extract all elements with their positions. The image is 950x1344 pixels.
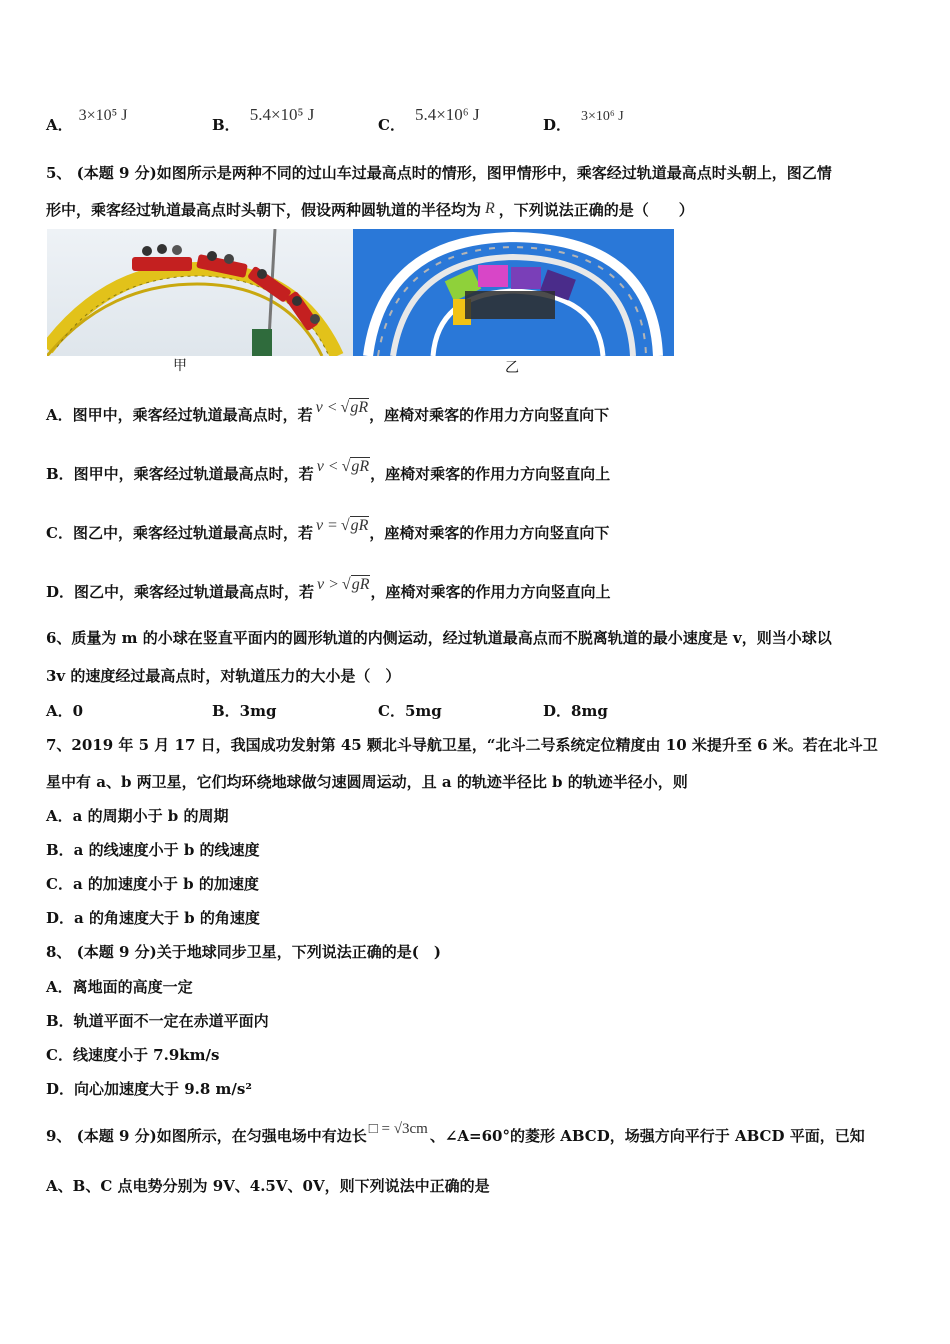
q8-stem: 8、 (本题 9 分)关于地球同步卫星，下列说法正确的是( ) <box>46 943 441 961</box>
option-text-post: ，座椅对乘客的作用力方向竖直向下 <box>369 406 610 424</box>
q4-option-d <box>543 109 624 135</box>
q5-stem-line1: 5、 (本题 9 分)如图所示是两种不同的过山车过最高点时的情形，图甲情形中，乘客经过轨道最高点时头朝上，图乙情 <box>46 164 832 182</box>
q6-option-d: D．8mg <box>543 702 608 720</box>
option-label: A． <box>46 116 73 134</box>
q7-stem-line2: 星中有 a、b 两卫星，它们均环绕地球做匀速圆周运动，且 a 的轨迹半径比 b 的轨迹半径小，则 <box>46 773 688 791</box>
q5-stem-line2 <box>46 199 694 220</box>
q5-stem-line2a: 形中，乘客经过轨道最高点时头朝下，假设两种圆轨道的半径均为 <box>46 201 482 219</box>
q7-option-b: B．a 的线速度小于 b 的线速度 <box>46 841 260 859</box>
q7-option-a: A．a 的周期小于 b 的周期 <box>46 807 229 825</box>
option-text-pre: B．图甲中，乘客经过轨道最高点时，若 <box>46 465 314 483</box>
q9-stem-line1 <box>46 1121 865 1146</box>
q6-option-c: C．5mg <box>378 702 442 720</box>
option-text-post: ，座椅对乘客的作用力方向竖直向上 <box>370 465 611 483</box>
option-text-pre: A．图甲中，乘客经过轨道最高点时，若 <box>46 406 313 424</box>
side-length-formula: □ = √3cm <box>368 1121 428 1137</box>
option-text-post: ，座椅对乘客的作用力方向竖直向上 <box>370 583 611 601</box>
q8-option-a: A．离地面的高度一定 <box>46 978 193 996</box>
q6-stem-line2: 3v 的速度经过最高点时，对轨道压力的大小是（ ） <box>46 667 401 685</box>
loop-track-drawing <box>353 229 674 356</box>
option-text-pre: C．图乙中，乘客经过轨道最高点时，若 <box>46 524 313 542</box>
inequality: v < <box>315 399 338 416</box>
sqrt-gR: gR <box>350 517 369 534</box>
q4-option-b <box>212 105 315 135</box>
q7-option-d: D．a 的角速度大于 b 的角速度 <box>46 909 260 927</box>
q4-option-c <box>378 105 480 135</box>
roller-coaster-image-right <box>353 229 674 356</box>
q5-stem-line2b: ，下列说法正确的是（ ） <box>498 201 694 219</box>
option-value: 5.4×10⁵ J <box>249 105 315 124</box>
option-label: D． <box>543 116 572 134</box>
inequality: v < <box>316 458 339 475</box>
q5-option-a: A．图甲中，乘客经过轨道最高点时，若 v < √gR，座椅对乘客的作用力方向竖直向下 <box>46 399 610 424</box>
q9-stem-line2: A、B、C 点电势分别为 9V、4.5V、0V，则下列说法中正确的是 <box>46 1177 490 1195</box>
q8-option-d: D．向心加速度大于 9.8 m/s² <box>46 1080 252 1098</box>
option-value: 3×10⁵ J <box>78 107 128 124</box>
q7-stem-line1: 7、2019 年 5 月 17 日，我国成功发射第 45 颗北斗导航卫星，“北斗二号系统定位精度由 10 米提升至 6 米。若在北斗卫 <box>46 736 878 754</box>
coaster-track-drawing <box>47 229 353 356</box>
q8-option-c: C．线速度小于 7.9km/s <box>46 1046 220 1064</box>
q9-stem-line1b: 、∠A=60°的菱形 ABCD，场强方向平行于 ABCD 平面，已知 <box>429 1127 865 1145</box>
figure-caption-left: 甲 <box>173 358 187 374</box>
figure-caption-right: 乙 <box>505 360 519 376</box>
inequality: v > <box>317 576 339 593</box>
q8-option-b: B．轨道平面不一定在赤道平面内 <box>46 1012 269 1030</box>
option-text-pre: D．图乙中，乘客经过轨道最高点时，若 <box>46 583 315 601</box>
q5-option-d: D．图乙中，乘客经过轨道最高点时，若 v > √gR，座椅对乘客的作用力方向竖直向上 <box>46 576 611 601</box>
sqrt-gR: gR <box>351 576 370 593</box>
q5-option-c: C．图乙中，乘客经过轨道最高点时，若 v = √gR，座椅对乘客的作用力方向竖直向下 <box>46 517 610 542</box>
sqrt-gR: gR <box>350 399 369 416</box>
sqrt-gR: gR <box>351 458 370 475</box>
q6-option-b: B．3mg <box>212 702 277 720</box>
option-value: 5.4×10⁶ J <box>414 105 480 124</box>
roller-coaster-image-left <box>47 229 353 356</box>
q9-stem-line1a: 9、 (本题 9 分)如图所示，在匀强电场中有边长 <box>46 1127 367 1145</box>
q4-option-a <box>46 107 128 135</box>
equality: v = <box>315 517 338 534</box>
option-text-post: ，座椅对乘客的作用力方向竖直向下 <box>369 524 610 542</box>
option-label: B． <box>212 116 240 134</box>
q5-option-b: B．图甲中，乘客经过轨道最高点时，若 v < √gR，座椅对乘客的作用力方向竖直向上 <box>46 458 611 483</box>
q7-option-c: C．a 的加速度小于 b 的加速度 <box>46 875 259 893</box>
radius-variable: R <box>485 200 495 217</box>
q6-option-a: A．0 <box>46 702 84 720</box>
option-value: 3×10⁶ J <box>581 109 624 124</box>
q6-stem-line1: 6、质量为 m 的小球在竖直平面内的圆形轨道的内侧运动，经过轨道最高点而不脱离轨道的最小速度是 v，则当小球以 <box>46 629 832 647</box>
option-label: C． <box>378 116 405 134</box>
